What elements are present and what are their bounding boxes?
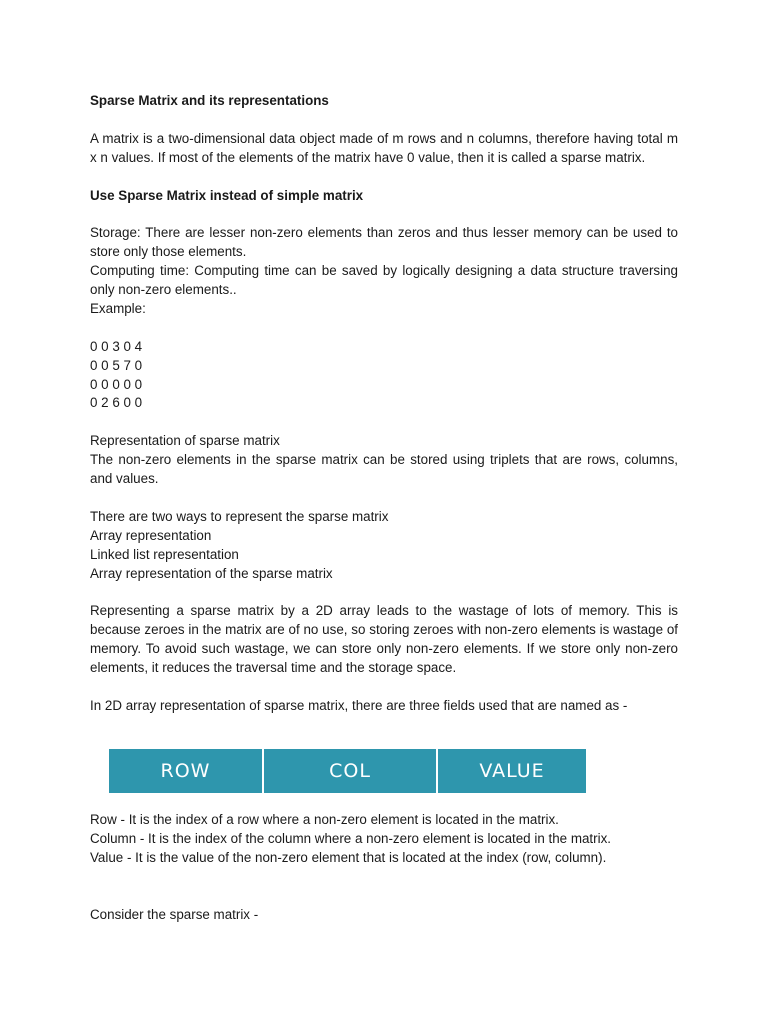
field-definition: Value - It is the value of the non-zero element that is located at the index (row, column).: [90, 849, 607, 865]
document-title: Sparse Matrix and its representations: [90, 93, 329, 108]
section-heading: Use Sparse Matrix instead of simple matrix: [90, 187, 364, 203]
representation-paragraph: The non-zero elements in the sparse matrix can be stored using triplets that are rows, columns, and values.: [90, 452, 678, 487]
document-body: [90, 92, 678, 716]
field-row-label: ROW: [160, 759, 211, 782]
computing-time-paragraph: Computing time: Computing time can be saved by logically designing a data structure traversing only non-zero elements..: [90, 263, 678, 298]
matrix-row: 0 0 5 7 0: [90, 357, 143, 373]
example-label: Example:: [90, 300, 146, 316]
storage-paragraph: Storage: There are lesser non-zero elements than zeros and thus lesser memory can be used to store only those elements.: [90, 225, 678, 260]
field-definition: Row - It is the index of a row where a non-zero element is located in the matrix.: [90, 812, 559, 827]
list-item: Array representation: [90, 527, 212, 543]
consider-text: Consider the sparse matrix -: [90, 906, 259, 922]
list-item: Linked list representation: [90, 546, 239, 562]
field-definition: Column - It is the index of the column where a non-zero element is located in the matrix.: [90, 830, 611, 846]
fields-intro: In 2D array representation of sparse matrix, there are three fields used that are named as -: [90, 697, 628, 713]
ways-intro: There are two ways to represent the sparse matrix: [90, 508, 389, 524]
representation-heading: Representation of sparse matrix: [90, 433, 280, 449]
array-paragraph: Representing a sparse matrix by a 2D array leads to the wastage of lots of memory. This is because zeroes in the matrix are of no use, so storing zeroes with non-zero elements is wastage of memory. To avoid such wastage, we can store only non-zero elements. If we store only non-zero elements, it reduces the traversal time and the storage space.: [90, 603, 678, 676]
field-col-label: COL: [262, 749, 436, 793]
matrix-row: 0 0 0 0 0: [90, 376, 143, 392]
fields-banner: [109, 749, 586, 793]
field-value-label: VALUE: [436, 749, 586, 793]
intro-paragraph: A matrix is a two-dimensional data object made of m rows and n columns, therefore having total m x n values. If most of the elements of the matrix have 0 value, then it is called a sparse matrix.: [90, 130, 678, 165]
matrix-row: 0 0 3 0 4: [90, 338, 143, 354]
matrix-row: 0 2 6 0 0: [90, 395, 143, 411]
example-matrix: [90, 338, 678, 414]
list-item: Array representation of the sparse matrix: [90, 565, 333, 581]
field-definitions: [90, 811, 678, 924]
